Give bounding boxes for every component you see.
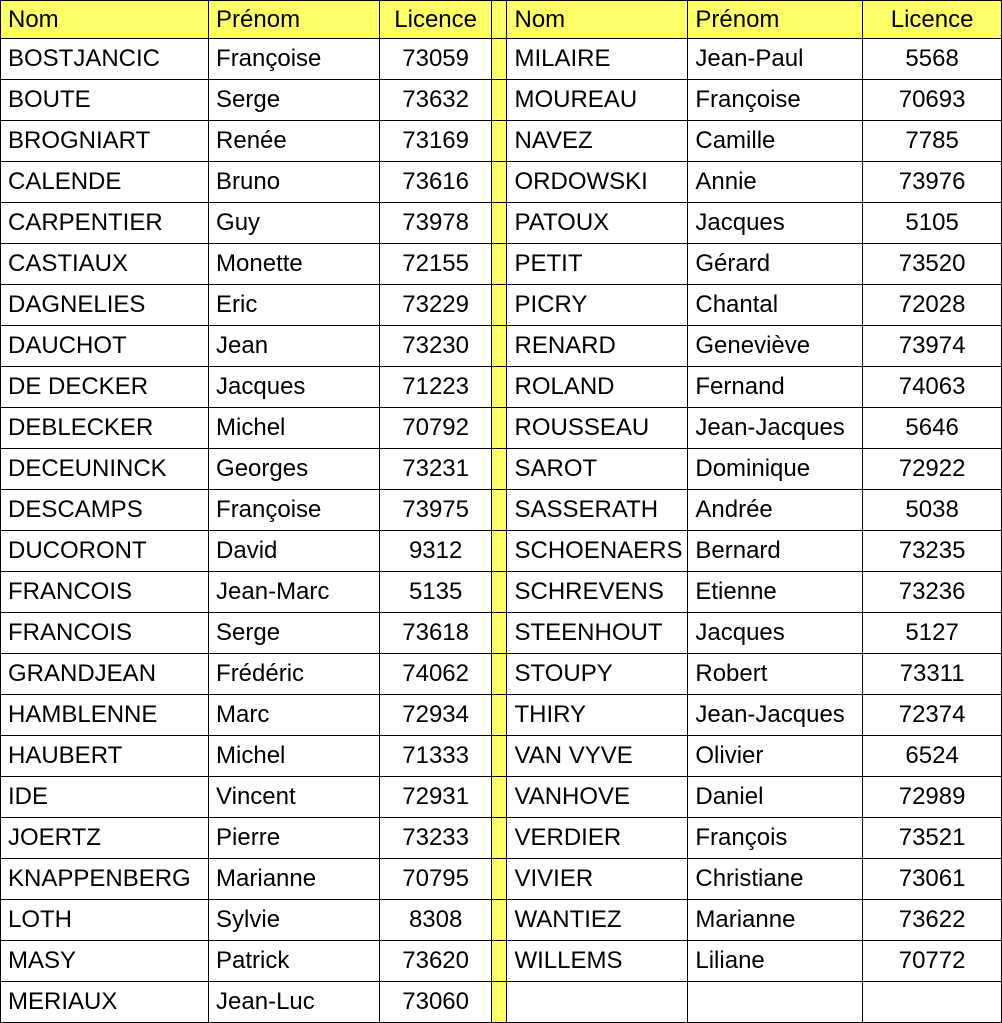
cell-licence-right[interactable]: 73622 bbox=[863, 900, 1002, 941]
cell-prenom-right[interactable]: Jacques bbox=[688, 613, 863, 654]
cell-nom-left[interactable]: DAGNELIES bbox=[1, 285, 209, 326]
cell-licence-left[interactable]: 73230 bbox=[379, 326, 492, 367]
cell-nom-left[interactable]: BOSTJANCIC bbox=[1, 39, 209, 80]
table-row bbox=[1, 285, 1002, 326]
cell-prenom-left[interactable]: Jean-Marc bbox=[209, 572, 380, 613]
cell-prenom-left[interactable]: David bbox=[209, 531, 380, 572]
cell-licence-right[interactable]: 73974 bbox=[863, 326, 1002, 367]
table-row bbox=[1, 613, 1002, 654]
cell-prenom-right[interactable]: Bernard bbox=[688, 531, 863, 572]
table-row bbox=[1, 490, 1002, 531]
column-separator bbox=[492, 39, 507, 80]
cell-prenom-left[interactable]: Vincent bbox=[209, 777, 380, 818]
cell-nom-right[interactable]: RENARD bbox=[507, 326, 688, 367]
table-row bbox=[1, 859, 1002, 900]
header-row bbox=[1, 1, 1002, 39]
table-row bbox=[1, 982, 1002, 1023]
cell-prenom-right[interactable]: Olivier bbox=[688, 736, 863, 777]
table-row bbox=[1, 203, 1002, 244]
cell-nom-right[interactable]: MILAIRE bbox=[507, 39, 688, 80]
cell-nom-left[interactable]: CARPENTIER bbox=[1, 203, 209, 244]
cell-prenom-left[interactable]: Monette bbox=[209, 244, 380, 285]
cell-prenom-right[interactable]: Chantal bbox=[688, 285, 863, 326]
cell-nom-right[interactable]: ROLAND bbox=[507, 367, 688, 408]
cell-licence-left[interactable]: 5135 bbox=[379, 572, 492, 613]
cell-prenom-left[interactable]: Jacques bbox=[209, 367, 380, 408]
column-separator bbox=[492, 326, 507, 367]
cell-licence-left[interactable]: 72934 bbox=[379, 695, 492, 736]
table-row bbox=[1, 941, 1002, 982]
cell-prenom-right[interactable]: Camille bbox=[688, 121, 863, 162]
column-separator bbox=[492, 736, 507, 777]
cell-licence-left[interactable]: 73059 bbox=[379, 39, 492, 80]
table-row bbox=[1, 39, 1002, 80]
cell-nom-left[interactable]: KNAPPENBERG bbox=[1, 859, 209, 900]
column-separator bbox=[492, 613, 507, 654]
cell-prenom-left[interactable]: Sylvie bbox=[209, 900, 380, 941]
cell-prenom-left[interactable]: Michel bbox=[209, 736, 380, 777]
cell-licence-right[interactable]: 6524 bbox=[863, 736, 1002, 777]
cell-prenom-right[interactable]: Liliane bbox=[688, 941, 863, 982]
cell-prenom-right[interactable]: Jean-Paul bbox=[688, 39, 863, 80]
cell-licence-left[interactable]: 73616 bbox=[379, 162, 492, 203]
cell-licence-left[interactable]: 73975 bbox=[379, 490, 492, 531]
cell-nom-left[interactable]: MASY bbox=[1, 941, 209, 982]
cell-licence-right[interactable]: 73061 bbox=[863, 859, 1002, 900]
cell-licence-right[interactable]: 72922 bbox=[863, 449, 1002, 490]
cell-licence-right[interactable]: 73521 bbox=[863, 818, 1002, 859]
cell-licence-right[interactable]: 73235 bbox=[863, 531, 1002, 572]
cell-licence-right[interactable]: 70772 bbox=[863, 941, 1002, 982]
cell-prenom-left[interactable]: Patrick bbox=[209, 941, 380, 982]
cell-prenom-right[interactable] bbox=[688, 982, 863, 1023]
cell-nom-right[interactable]: VAN VYVE bbox=[507, 736, 688, 777]
column-separator bbox=[492, 818, 507, 859]
cell-licence-left[interactable]: 73231 bbox=[379, 449, 492, 490]
column-separator bbox=[492, 408, 507, 449]
table-body bbox=[1, 39, 1002, 1023]
cell-prenom-right[interactable]: Christiane bbox=[688, 859, 863, 900]
cell-nom-right[interactable]: STOUPY bbox=[507, 654, 688, 695]
cell-licence-left[interactable]: 73978 bbox=[379, 203, 492, 244]
cell-nom-left[interactable]: JOERTZ bbox=[1, 818, 209, 859]
cell-prenom-left[interactable]: Bruno bbox=[209, 162, 380, 203]
column-separator bbox=[492, 449, 507, 490]
column-separator bbox=[492, 859, 507, 900]
cell-prenom-right[interactable]: Jean-Jacques bbox=[688, 695, 863, 736]
cell-nom-left[interactable]: MERIAUX bbox=[1, 982, 209, 1023]
column-separator bbox=[492, 695, 507, 736]
table-row bbox=[1, 736, 1002, 777]
cell-licence-left[interactable]: 70792 bbox=[379, 408, 492, 449]
cell-nom-right[interactable]: ORDOWSKI bbox=[507, 162, 688, 203]
cell-nom-right[interactable]: NAVEZ bbox=[507, 121, 688, 162]
cell-nom-right[interactable]: VERDIER bbox=[507, 818, 688, 859]
cell-licence-right[interactable] bbox=[863, 982, 1002, 1023]
header-prenom-left[interactable]: Prénom bbox=[209, 1, 380, 39]
cell-prenom-right[interactable]: Etienne bbox=[688, 572, 863, 613]
cell-nom-right[interactable]: PICRY bbox=[507, 285, 688, 326]
cell-licence-left[interactable]: 71223 bbox=[379, 367, 492, 408]
cell-nom-left[interactable]: CALENDE bbox=[1, 162, 209, 203]
cell-nom-right[interactable]: MOUREAU bbox=[507, 80, 688, 121]
cell-licence-right[interactable]: 5038 bbox=[863, 490, 1002, 531]
table-row bbox=[1, 80, 1002, 121]
cell-nom-left[interactable]: DESCAMPS bbox=[1, 490, 209, 531]
cell-nom-right[interactable]: PATOUX bbox=[507, 203, 688, 244]
cell-prenom-left[interactable]: Eric bbox=[209, 285, 380, 326]
cell-licence-right[interactable]: 70693 bbox=[863, 80, 1002, 121]
cell-licence-right[interactable]: 72989 bbox=[863, 777, 1002, 818]
table-row bbox=[1, 162, 1002, 203]
table-row bbox=[1, 777, 1002, 818]
cell-licence-right[interactable]: 5127 bbox=[863, 613, 1002, 654]
cell-nom-left[interactable]: FRANCOIS bbox=[1, 572, 209, 613]
cell-prenom-right[interactable]: Jacques bbox=[688, 203, 863, 244]
cell-nom-left[interactable]: DE DECKER bbox=[1, 367, 209, 408]
cell-licence-left[interactable]: 72155 bbox=[379, 244, 492, 285]
cell-nom-left[interactable]: HAUBERT bbox=[1, 736, 209, 777]
table-row bbox=[1, 121, 1002, 162]
cell-licence-left[interactable]: 70795 bbox=[379, 859, 492, 900]
cell-licence-left[interactable]: 9312 bbox=[379, 531, 492, 572]
cell-prenom-left[interactable]: Françoise bbox=[209, 39, 380, 80]
cell-prenom-right[interactable]: Annie bbox=[688, 162, 863, 203]
cell-prenom-left[interactable]: Françoise bbox=[209, 490, 380, 531]
column-separator bbox=[492, 982, 507, 1023]
cell-nom-right[interactable]: STEENHOUT bbox=[507, 613, 688, 654]
cell-licence-left[interactable]: 71333 bbox=[379, 736, 492, 777]
cell-prenom-right[interactable]: Françoise bbox=[688, 80, 863, 121]
column-separator bbox=[492, 531, 507, 572]
cell-licence-right[interactable]: 74063 bbox=[863, 367, 1002, 408]
cell-prenom-left[interactable]: Marianne bbox=[209, 859, 380, 900]
cell-licence-right[interactable]: 72374 bbox=[863, 695, 1002, 736]
cell-prenom-right[interactable]: François bbox=[688, 818, 863, 859]
cell-prenom-right[interactable]: Dominique bbox=[688, 449, 863, 490]
table-row bbox=[1, 326, 1002, 367]
cell-licence-right[interactable]: 7785 bbox=[863, 121, 1002, 162]
column-separator bbox=[492, 490, 507, 531]
cell-licence-right[interactable]: 73236 bbox=[863, 572, 1002, 613]
cell-nom-left[interactable]: IDE bbox=[1, 777, 209, 818]
cell-nom-left[interactable]: BROGNIART bbox=[1, 121, 209, 162]
cell-nom-right[interactable]: THIRY bbox=[507, 695, 688, 736]
cell-nom-left[interactable]: BOUTE bbox=[1, 80, 209, 121]
cell-nom-left[interactable]: HAMBLENNE bbox=[1, 695, 209, 736]
cell-licence-left[interactable]: 73620 bbox=[379, 941, 492, 982]
cell-nom-left[interactable]: DECEUNINCK bbox=[1, 449, 209, 490]
cell-nom-left[interactable]: DAUCHOT bbox=[1, 326, 209, 367]
cell-nom-right[interactable] bbox=[507, 982, 688, 1023]
cell-prenom-right[interactable]: Daniel bbox=[688, 777, 863, 818]
cell-prenom-left[interactable]: Serge bbox=[209, 613, 380, 654]
cell-nom-right[interactable]: VANHOVE bbox=[507, 777, 688, 818]
column-separator bbox=[492, 777, 507, 818]
column-separator bbox=[492, 244, 507, 285]
column-separator bbox=[492, 1, 507, 39]
cell-prenom-left[interactable]: Marc bbox=[209, 695, 380, 736]
cell-prenom-left[interactable]: Frédéric bbox=[209, 654, 380, 695]
cell-licence-left[interactable]: 73632 bbox=[379, 80, 492, 121]
cell-nom-right[interactable]: VIVIER bbox=[507, 859, 688, 900]
column-separator bbox=[492, 162, 507, 203]
cell-licence-left[interactable]: 73169 bbox=[379, 121, 492, 162]
cell-licence-left[interactable]: 73233 bbox=[379, 818, 492, 859]
cell-licence-left[interactable]: 72931 bbox=[379, 777, 492, 818]
header-nom-right[interactable]: Nom bbox=[507, 1, 688, 39]
cell-licence-left[interactable]: 73060 bbox=[379, 982, 492, 1023]
cell-prenom-left[interactable]: Michel bbox=[209, 408, 380, 449]
column-separator bbox=[492, 367, 507, 408]
column-separator bbox=[492, 80, 507, 121]
cell-prenom-left[interactable]: Serge bbox=[209, 80, 380, 121]
cell-prenom-left[interactable]: Georges bbox=[209, 449, 380, 490]
table-row bbox=[1, 449, 1002, 490]
cell-nom-left[interactable]: DEBLECKER bbox=[1, 408, 209, 449]
table-row bbox=[1, 654, 1002, 695]
cell-prenom-right[interactable]: Jean-Jacques bbox=[688, 408, 863, 449]
cell-prenom-right[interactable]: Fernand bbox=[688, 367, 863, 408]
cell-prenom-right[interactable]: Geneviève bbox=[688, 326, 863, 367]
header-nom-left[interactable]: Nom bbox=[1, 1, 209, 39]
cell-prenom-left[interactable]: Jean bbox=[209, 326, 380, 367]
column-separator bbox=[492, 941, 507, 982]
cell-licence-right[interactable]: 72028 bbox=[863, 285, 1002, 326]
cell-nom-right[interactable]: WILLEMS bbox=[507, 941, 688, 982]
table-row bbox=[1, 367, 1002, 408]
cell-prenom-right[interactable]: Robert bbox=[688, 654, 863, 695]
cell-licence-right[interactable]: 5105 bbox=[863, 203, 1002, 244]
table-row bbox=[1, 531, 1002, 572]
column-separator bbox=[492, 654, 507, 695]
cell-licence-left[interactable]: 73229 bbox=[379, 285, 492, 326]
cell-nom-left[interactable]: LOTH bbox=[1, 900, 209, 941]
cell-licence-right[interactable]: 5646 bbox=[863, 408, 1002, 449]
cell-licence-right[interactable]: 5568 bbox=[863, 39, 1002, 80]
cell-prenom-left[interactable]: Pierre bbox=[209, 818, 380, 859]
table-row bbox=[1, 900, 1002, 941]
table-row bbox=[1, 244, 1002, 285]
header-licence-left[interactable]: Licence bbox=[379, 1, 492, 39]
cell-licence-right[interactable]: 73976 bbox=[863, 162, 1002, 203]
cell-prenom-left[interactable]: Guy bbox=[209, 203, 380, 244]
cell-licence-left[interactable]: 73618 bbox=[379, 613, 492, 654]
cell-prenom-right[interactable]: Andrée bbox=[688, 490, 863, 531]
cell-nom-right[interactable]: PETIT bbox=[507, 244, 688, 285]
cell-nom-right[interactable]: ROUSSEAU bbox=[507, 408, 688, 449]
column-separator bbox=[492, 285, 507, 326]
cell-licence-left[interactable]: 74062 bbox=[379, 654, 492, 695]
cell-nom-right[interactable]: SCHOENAERS bbox=[507, 531, 688, 572]
table-row bbox=[1, 408, 1002, 449]
cell-nom-left[interactable]: FRANCOIS bbox=[1, 613, 209, 654]
cell-prenom-left[interactable]: Renée bbox=[209, 121, 380, 162]
cell-nom-right[interactable]: WANTIEZ bbox=[507, 900, 688, 941]
cell-licence-right[interactable]: 73311 bbox=[863, 654, 1002, 695]
cell-licence-right[interactable]: 73520 bbox=[863, 244, 1002, 285]
table-row bbox=[1, 818, 1002, 859]
table-row bbox=[1, 572, 1002, 613]
column-separator bbox=[492, 900, 507, 941]
cell-nom-right[interactable]: SASSERATH bbox=[507, 490, 688, 531]
cell-nom-right[interactable]: SCHREVENS bbox=[507, 572, 688, 613]
column-separator bbox=[492, 203, 507, 244]
cell-prenom-right[interactable]: Gérard bbox=[688, 244, 863, 285]
column-separator bbox=[492, 572, 507, 613]
column-separator bbox=[492, 121, 507, 162]
table-row bbox=[1, 695, 1002, 736]
cell-prenom-right[interactable]: Marianne bbox=[688, 900, 863, 941]
cell-prenom-left[interactable]: Jean-Luc bbox=[209, 982, 380, 1023]
header-prenom-right[interactable]: Prénom bbox=[688, 1, 863, 39]
cell-nom-left[interactable]: DUCORONT bbox=[1, 531, 209, 572]
cell-nom-right[interactable]: SAROT bbox=[507, 449, 688, 490]
cell-nom-left[interactable]: CASTIAUX bbox=[1, 244, 209, 285]
cell-licence-left[interactable]: 8308 bbox=[379, 900, 492, 941]
cell-nom-left[interactable]: GRANDJEAN bbox=[1, 654, 209, 695]
header-licence-right[interactable]: Licence bbox=[863, 1, 1002, 39]
